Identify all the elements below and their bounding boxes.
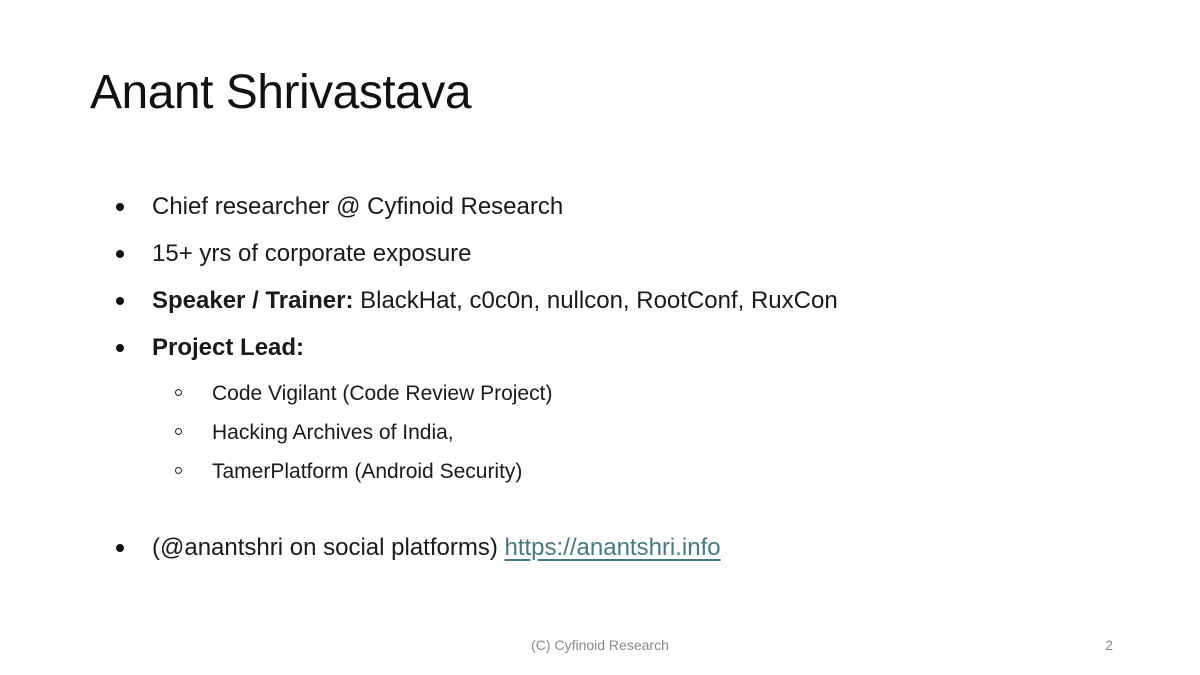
bullet-text: (@anantshri on social platforms) — [152, 534, 505, 561]
slide-page-number: 2 — [1105, 637, 1113, 653]
bullet-text: 15+ yrs of corporate exposure — [152, 240, 472, 267]
list-item — [115, 287, 1125, 315]
list-item — [115, 334, 1125, 362]
bullet-dot-icon — [116, 344, 124, 352]
bullet-circle-icon — [175, 389, 182, 396]
bullet-dot-icon — [116, 297, 124, 305]
list-item — [115, 240, 1125, 268]
bullet-circle-icon — [175, 428, 182, 435]
list-item — [115, 534, 1125, 562]
sub-list-item — [115, 381, 1125, 406]
slide-title: Anant Shrivastava — [90, 66, 472, 119]
bullet-text-bold: Speaker / Trainer: — [152, 287, 354, 314]
bullet-circle-icon — [175, 467, 182, 474]
sub-bullet-text: TamerPlatform (Android Security) — [212, 460, 523, 483]
bullet-text: Chief researcher @ Cyfinoid Research — [152, 193, 564, 220]
bullet-text: BlackHat, c0c0n, nullcon, RootConf, RuxCon — [353, 287, 838, 314]
list-item — [115, 193, 1125, 221]
sub-list-item — [115, 459, 1125, 484]
bullet-list — [115, 193, 1125, 581]
anantshri-link[interactable]: https://anantshri.info — [504, 534, 721, 561]
footer-copyright: (C) Cyfinoid Research — [531, 637, 669, 653]
bullet-text-bold: Project Lead: — [152, 334, 305, 361]
bullet-dot-icon — [116, 203, 124, 211]
bullet-dot-icon — [116, 544, 124, 552]
sub-bullet-text: Code Vigilant (Code Review Project) — [212, 382, 553, 405]
bullet-dot-icon — [116, 250, 124, 258]
sub-bullet-text: Hacking Archives of India, — [212, 421, 454, 444]
sub-list-item — [115, 420, 1125, 445]
